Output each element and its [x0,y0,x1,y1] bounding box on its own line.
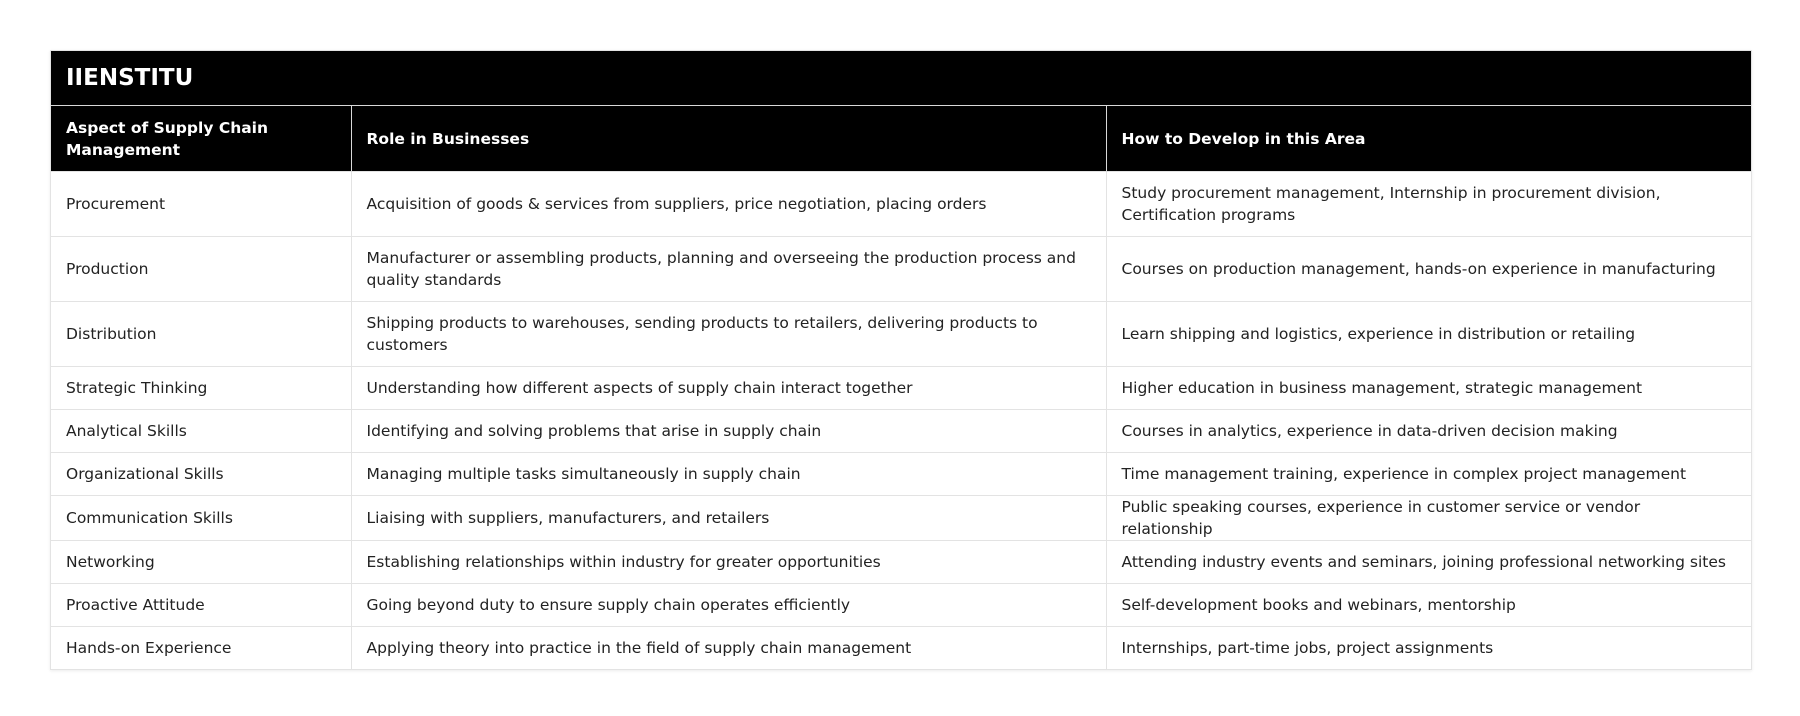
table-row [51,410,1751,453]
table-row [51,172,1751,237]
table-row [51,541,1751,584]
cell-aspect: Networking [51,541,351,584]
cell-aspect: Production [51,237,351,302]
table-title: IIENSTITU [51,51,1751,106]
supply-chain-table-container [50,50,1752,670]
cell-role: Managing multiple tasks simultaneously in supply chain [351,453,1106,496]
cell-develop: Higher education in business management, strategic management [1106,367,1751,410]
cell-aspect: Hands-on Experience [51,627,351,670]
cell-role: Establishing relationships within industry for greater opportunities [351,541,1106,584]
cell-develop: Time management training, experience in complex project management [1106,453,1751,496]
table-row [51,453,1751,496]
cell-role: Identifying and solving problems that arise in supply chain [351,410,1106,453]
cell-role: Understanding how different aspects of supply chain interact together [351,367,1106,410]
table-row [51,627,1751,670]
cell-aspect: Organizational Skills [51,453,351,496]
cell-aspect: Analytical Skills [51,410,351,453]
cell-develop: Attending industry events and seminars, joining professional networking sites [1106,541,1751,584]
table-row [51,496,1751,541]
table-row [51,237,1751,302]
cell-role: Going beyond duty to ensure supply chain operates efficiently [351,584,1106,627]
cell-role: Manufacturer or assembling products, planning and overseeing the production process and quality standards [351,237,1106,302]
cell-aspect: Communication Skills [51,496,351,541]
cell-develop: Self-development books and webinars, mentorship [1106,584,1751,627]
cell-develop: Learn shipping and logistics, experience in distribution or retailing [1106,302,1751,367]
cell-role: Shipping products to warehouses, sending products to retailers, delivering products to customers [351,302,1106,367]
table-row [51,584,1751,627]
cell-develop: Public speaking courses, experience in customer service or vendor relationship [1106,496,1751,541]
cell-aspect: Procurement [51,172,351,237]
cell-develop: Courses in analytics, experience in data-driven decision making [1106,410,1751,453]
cell-aspect: Proactive Attitude [51,584,351,627]
cell-aspect: Distribution [51,302,351,367]
table-row [51,367,1751,410]
cell-develop: Study procurement management, Internship in procurement division, Certification programs [1106,172,1751,237]
cell-role: Liaising with suppliers, manufacturers, and retailers [351,496,1106,541]
table-row [51,302,1751,367]
supply-chain-table [51,51,1751,669]
cell-aspect: Strategic Thinking [51,367,351,410]
cell-develop: Internships, part-time jobs, project assignments [1106,627,1751,670]
cell-role: Applying theory into practice in the field of supply chain management [351,627,1106,670]
header-develop: How to Develop in this Area [1106,106,1751,172]
header-aspect: Aspect of Supply Chain Management [51,106,351,172]
header-role: Role in Businesses [351,106,1106,172]
cell-role: Acquisition of goods & services from suppliers, price negotiation, placing orders [351,172,1106,237]
cell-develop: Courses on production management, hands-on experience in manufacturing [1106,237,1751,302]
